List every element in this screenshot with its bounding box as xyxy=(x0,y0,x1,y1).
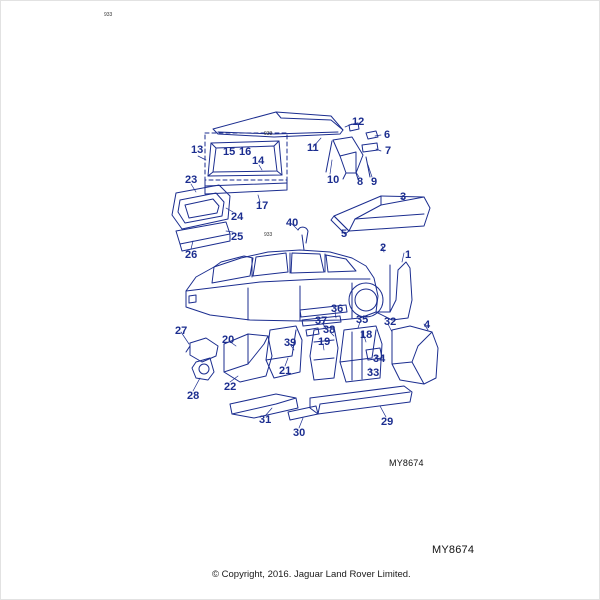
part-code: MY8674 xyxy=(432,544,475,556)
wing-panel-4 xyxy=(392,326,438,384)
callout-33: 33 xyxy=(367,367,380,379)
boot-lid-group xyxy=(172,185,230,251)
callout-16: 16 xyxy=(239,146,252,158)
callout-28: 28 xyxy=(187,390,200,402)
sill-strips xyxy=(230,394,318,420)
tiny-mark-1: 933 xyxy=(264,131,273,137)
callout-34: 34 xyxy=(373,353,386,365)
callout-26: 26 xyxy=(185,249,198,261)
callout-38: 38 xyxy=(323,324,336,336)
callout-1: 1 xyxy=(405,249,412,261)
tiny-mark-2: 933 xyxy=(264,232,273,238)
callout-37: 37 xyxy=(315,315,328,327)
callout-4: 4 xyxy=(424,319,431,331)
callout-7: 7 xyxy=(385,145,392,157)
callout-3: 3 xyxy=(400,191,407,203)
callout-10: 10 xyxy=(327,174,340,186)
callout-12: 12 xyxy=(352,116,365,128)
callout-31: 31 xyxy=(259,414,272,426)
callout-5: 5 xyxy=(341,228,348,240)
sill-29 xyxy=(310,386,412,414)
callout-25: 25 xyxy=(231,231,244,243)
callout-6: 6 xyxy=(384,129,391,141)
bracket-27-28 xyxy=(186,338,218,380)
callout-11: 11 xyxy=(307,142,319,154)
callout-40: 40 xyxy=(286,217,299,229)
callout-13: 13 xyxy=(191,144,204,156)
part-code-small: MY8674 xyxy=(389,458,424,468)
callout-17: 17 xyxy=(256,200,269,212)
tiny-mark-3: 933 xyxy=(104,12,113,18)
callout-20: 20 xyxy=(222,334,235,346)
callout-24: 24 xyxy=(231,211,244,223)
rod-40 xyxy=(298,227,308,250)
rear-panel-3 xyxy=(334,196,430,231)
car-body xyxy=(186,250,412,321)
callout-22: 22 xyxy=(224,381,237,393)
callout-18: 18 xyxy=(360,329,373,341)
callout-8: 8 xyxy=(357,176,364,188)
callout-19: 19 xyxy=(318,336,331,348)
callout-27: 27 xyxy=(175,325,188,337)
callout-23: 23 xyxy=(185,174,198,186)
callout-29: 29 xyxy=(381,416,394,428)
callout-21: 21 xyxy=(279,365,292,377)
callout-15: 15 xyxy=(223,146,236,158)
callout-2: 2 xyxy=(380,242,387,254)
drip-rail-group xyxy=(326,137,370,179)
copyright-notice: © Copyright, 2016. Jaguar Land Rover Limited. xyxy=(212,569,411,580)
callout-39: 39 xyxy=(284,337,297,349)
callout-35: 35 xyxy=(356,314,369,326)
callout-14: 14 xyxy=(252,155,265,167)
callout-30: 30 xyxy=(293,427,306,439)
callout-36: 36 xyxy=(331,303,344,315)
callout-32: 32 xyxy=(384,316,397,328)
callout-9: 9 xyxy=(371,176,378,188)
bracket-6-7 xyxy=(362,131,378,152)
